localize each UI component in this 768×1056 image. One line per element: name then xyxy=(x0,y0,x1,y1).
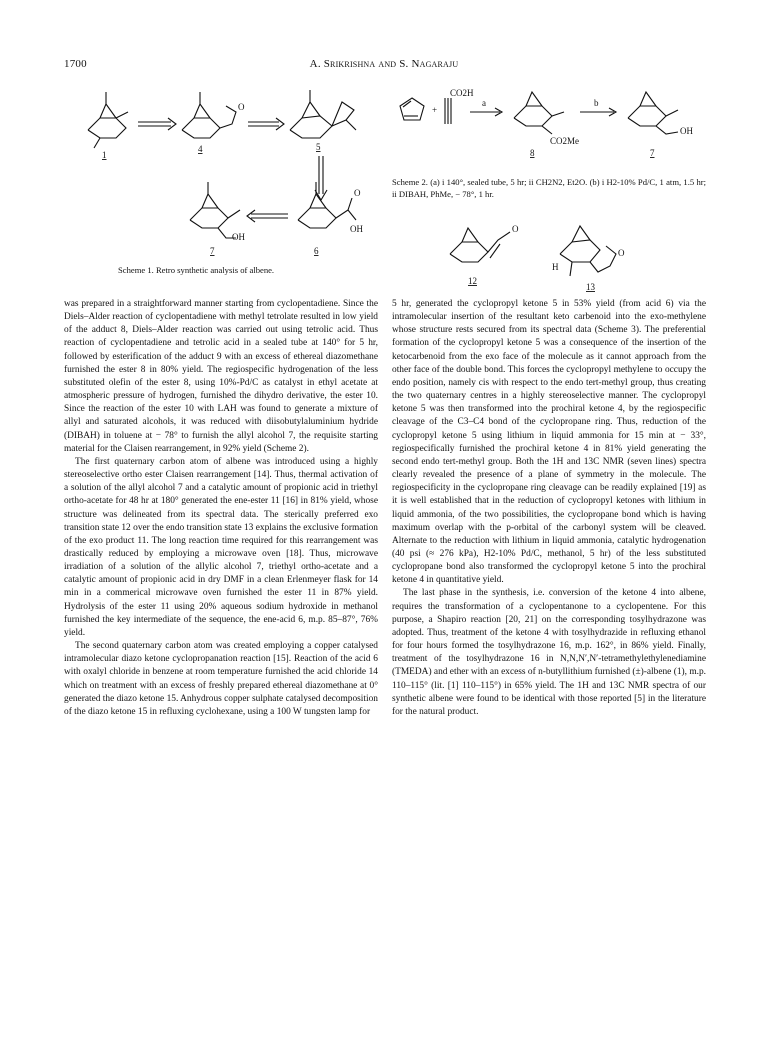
scheme1-caption: Scheme 1. Retro synthetic analysis of albene. xyxy=(118,265,275,275)
label-compound-7: 7 xyxy=(210,246,215,256)
body-left-column xyxy=(64,298,378,719)
structure-7 xyxy=(628,92,678,134)
step-b-label: b xyxy=(594,98,599,108)
structure-6 xyxy=(298,182,356,228)
atom-label-oh: OH xyxy=(232,232,245,242)
oh-label: OH xyxy=(680,126,693,136)
retro-arrow-down xyxy=(315,156,327,200)
paragraph: The second quaternary carbon atom was created employing a copper catalysed intramolecular diazo ketone cyclopropanation reaction [15]. Reaction of the acid 6 with oxalyl chloride in benzene at room temperature furnished the acid chloride 14 which on treatment with an excess of freshly prepared ethereal diazomethane at 0° generated the diazo ketone 15. Anhydrous copper sulphate catalysed decomposition of the diazo ketone 15 in refluxing cyclohexane, using a 100 W tungsten lamp for xyxy=(64,641,378,717)
label-compound-5: 5 xyxy=(316,142,321,152)
paragraph: 5 hr, generated the cyclopropyl ketone 5 in 53% yield (from acid 6) via the intramolecular insertion of the resultant keto carbenoid into the exo-methylene whose structure rests secured from its spectral data (Scheme 3). The preferential formation of the cyclopropyl ketone 5 was a consequence of the insertion of the ketocarbenoid from the exo face of the molecule as it cannot approach from the other face of the double bond. This forces the cyclopropyl methylene to occupy the endo position, namely cis with respect to the endo tert-methyl group, thus creating the two quaternary centres in a highly stereoselective manner. The cyclopropyl ketone 5 was then transformed into the prochiral ketone 4, by the regiospecific cleavage of the C3–C4 bond of the cyclopropane ring. Thus, reduction of the cyclopropyl ketone 5 using lithium in liquid ammonia for 15 min at − 33°, regiospecifically furnished the prochiral ketone 4 in 81% yield generating the second endo tert-methyl group. Both the 1H and 13C NMR (seven lines) spectra clearly revealed the presence of a plane of symmetry in the molecule. The regiospecificity in the cyclopropane ring cleavage can be readily explained [19] as it is well established that in the reduction of cyclopropyl ketones with lithium in liquid ammonia, of the two possibilities, the cyclopropane bond which is having maximum overlap with the p-orbital of the carbonyl system will be cleaved. Alternate to the reduction with lithium in liquid ammonia, catalytic hydrogenation (40 psi (≈ 276 kPa), H2-10% Pd/C, methanol, 5 hr) of the less substituted cyclopropane bond also transformed the cyclopropyl ketone 5 into the prochiral ketone 4 in quantitative yield. xyxy=(392,299,706,586)
label-compound-6: 6 xyxy=(314,246,319,256)
retro-arrow xyxy=(138,118,176,130)
structure-7 xyxy=(190,182,240,238)
label-compound-12: 12 xyxy=(468,276,477,286)
page-number: 1700 xyxy=(64,58,87,70)
atom-label-o: O xyxy=(512,224,519,234)
structure-1 xyxy=(88,92,128,148)
transition-states-figure xyxy=(440,214,640,294)
step-a-label: a xyxy=(482,98,486,108)
reaction-arrow-a xyxy=(470,108,502,116)
plus-sign: + xyxy=(432,105,438,115)
co2me-label: CO2Me xyxy=(550,136,579,146)
scheme2-caption: Scheme 2. (a) i 140°, sealed tube, 5 hr; ii CH2N2, Et2O. (b) i H2-10% Pd/C, 1 atm, 1.5 hr; ii DIBAH, PhMe, − 78°, 1 hr. xyxy=(392,177,706,199)
label-compound-13: 13 xyxy=(586,282,595,292)
structure-tetrolic-acid xyxy=(445,98,451,124)
co2h-label: CO2H xyxy=(450,88,474,98)
atom-label-oh: OH xyxy=(350,224,363,234)
label-compound-7: 7 xyxy=(650,148,655,158)
atom-label-o: O xyxy=(354,188,361,198)
paragraph: The first quaternary carbon atom of albene was introduced using a highly stereoselective ortho ester Claisen rearrangement [14]. Thus, thermal activation of a solution of the allyl alcohol 7 and a catalytic amount of propionic acid in triethyl ortho-acetate for 48 hr at 180° generated the ene-ester 11 [16] in 81% yield, whose structure was delineated from its spectral data. The sterically preferred exo transition state 12 over the endo transition state 13 explains the exclusive formation of the exo product 11. The long reaction time required for this rearrangement was drastically reduced by employing a microwave oven [18]. Thus, microwave irradiation of a solution of the allylic alcohol 7, triethyl ortho-acetate and a catalytic amount of propionic acid in dry DMF in a clean Erlenmeyer flask for 14 min in a commerical microwave oven furnished the ester 11 in 87% yield. Hydrolysis of the ester 11 using 20% aqueous sodium hydroxide in methanol furnished the key intermediate of the sequence, the ene-acid 6, m.p. 85–87°, 76% yield. xyxy=(64,456,378,638)
scheme1-figure xyxy=(76,82,376,262)
reaction-arrow-b xyxy=(580,108,616,116)
structure-13 xyxy=(560,226,616,276)
running-head: A. Srikrishna and S. Nagaraju xyxy=(309,58,459,70)
retro-arrow xyxy=(248,118,284,130)
label-compound-4: 4 xyxy=(198,144,203,154)
structure-cyclopentadiene xyxy=(400,98,424,120)
label-compound-8: 8 xyxy=(530,148,535,158)
scheme2-figure xyxy=(392,84,712,164)
atom-label-h: H xyxy=(552,262,559,272)
body-right-column xyxy=(392,298,706,719)
label-compound-1: 1 xyxy=(102,150,107,160)
structure-12 xyxy=(450,228,510,262)
structure-4 xyxy=(182,92,236,138)
retro-arrow-left xyxy=(247,210,288,222)
structure-8 xyxy=(514,92,564,134)
atom-label-o: O xyxy=(618,248,625,258)
paragraph: The last phase in the synthesis, i.e. conversion of the ketone 4 into albene, requires the transformation of a cyclopentanone to a cyclopentene. For this purpose, a Shapiro reaction [20, 21] on the corresponding tosylhydrazone was adopted. Thus, treatment of the ketone 4 with tosylhydrazide in refluxing ethanol for four hours formed the tosylhydrazone 16, m.p. 162°, in 86% yield. Finally, treatment of the tosylhydrazone 16 in N,N,N′,N′-tetramethylethylenediamine (TMEDA) and ether with an excess of n-butyllithium furnished (±)-albene (1), m.p. 110–115° (lit. [1] 110–115°) in 65% yield. The 1H and 13C NMR spectra of our synthetic albene were found to be identical with those reported [5] in the literature for the natural product. xyxy=(392,588,706,717)
structure-5 xyxy=(290,90,356,138)
atom-label-o: O xyxy=(238,102,245,112)
paragraph: was prepared in a straightforward manner starting from cyclopentadiene. Since the Diels–Alder reaction of cyclopentadiene with methyl tetrolate resulted in low yield of the adduct 8, Diels–Alder reaction was carried out using tetrolic acid. Thus reaction of cyclopentadiene and tetrolic acid in a sealed tube at 140° for 5 hr, followed by esterification of the adduct 9 with an excess of ethereal diazomethane furnished the ester 8 in 80% yield. The regiospecific hydrogenation of the less substituted olefin of the ester 8, using 10%-Pd/C as catalyst in ethyl acetate at atmospheric pressure of hydrogen, furnished the dihydro derivative, the ester 10. Since the reaction of the ester 10 with LAH was found to generate a mixture of allyl and saturated alcohols, it was reduced with diisobutylaluminium hydride (DIBAH) in toluene at − 78° to furnish the allyl alcohol 7, the requisite starting material for the Claisen rearrangement, in 92% yield (Scheme 2). xyxy=(64,299,378,454)
